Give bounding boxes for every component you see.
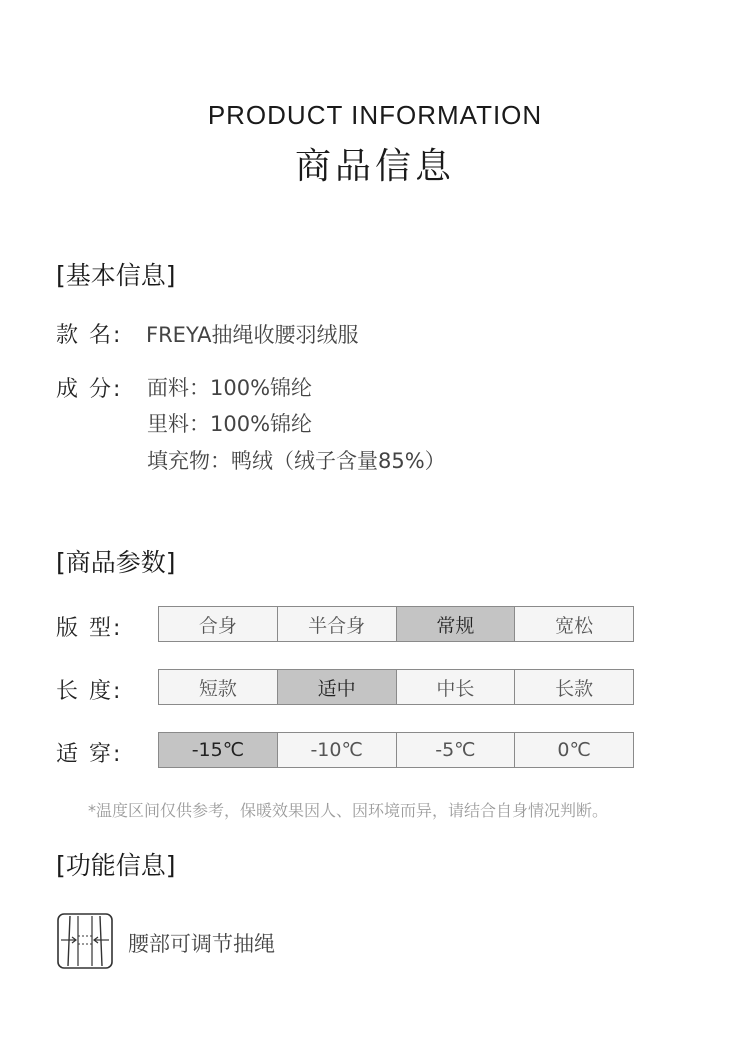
param-option-temperature: -15℃ xyxy=(159,733,278,767)
param-grid-temperature xyxy=(158,732,634,768)
waist-drawstring-icon xyxy=(56,912,114,970)
header-title-zh: 商品信息 xyxy=(294,146,455,187)
param-grid-fit xyxy=(158,606,634,642)
param-option-temperature: -10℃ xyxy=(278,733,397,767)
param-option-fit: 宽松 xyxy=(515,607,633,641)
section-title-function: [功能信息] xyxy=(56,851,176,880)
product-name-value: FREYA抽绳收腰羽绒服 xyxy=(146,323,359,347)
param-option-fit: 半合身 xyxy=(278,607,397,641)
param-option-fit: 常规 xyxy=(397,607,516,641)
composition-label: 成 分: xyxy=(56,377,123,402)
composition-row xyxy=(56,372,146,403)
param-option-temperature: 0℃ xyxy=(515,733,633,767)
temperature-note: *温度区间仅供参考，保暖效果因人、因环境而异，请结合自身情况判断。 xyxy=(88,801,609,820)
composition-line-shell: 面料：100%锦纶 xyxy=(147,376,313,400)
param-option-fit: 合身 xyxy=(159,607,278,641)
function-label-waist-drawstring: 腰部可调节抽绳 xyxy=(128,932,275,956)
param-option-length: 长款 xyxy=(515,670,633,704)
param-option-temperature: -5℃ xyxy=(397,733,516,767)
param-option-length: 适中 xyxy=(278,670,397,704)
composition-line-filling: 填充物：鸭绒（绒子含量85%） xyxy=(147,449,446,473)
section-title-params: [商品参数] xyxy=(56,548,176,577)
product-name-row xyxy=(56,318,359,349)
product-name-label: 款 名: xyxy=(56,323,123,348)
param-label-temperature: 适 穿: xyxy=(56,742,123,767)
param-grid-length xyxy=(158,669,634,705)
composition-line-lining: 里料：100%锦纶 xyxy=(147,412,313,436)
param-label-fit: 版 型: xyxy=(56,616,123,641)
param-option-length: 中长 xyxy=(397,670,516,704)
param-label-length: 长 度: xyxy=(56,679,123,704)
header-title-en: PRODUCT INFORMATION xyxy=(207,100,543,130)
param-option-length: 短款 xyxy=(159,670,278,704)
section-title-basic-info: [基本信息] xyxy=(56,261,176,290)
